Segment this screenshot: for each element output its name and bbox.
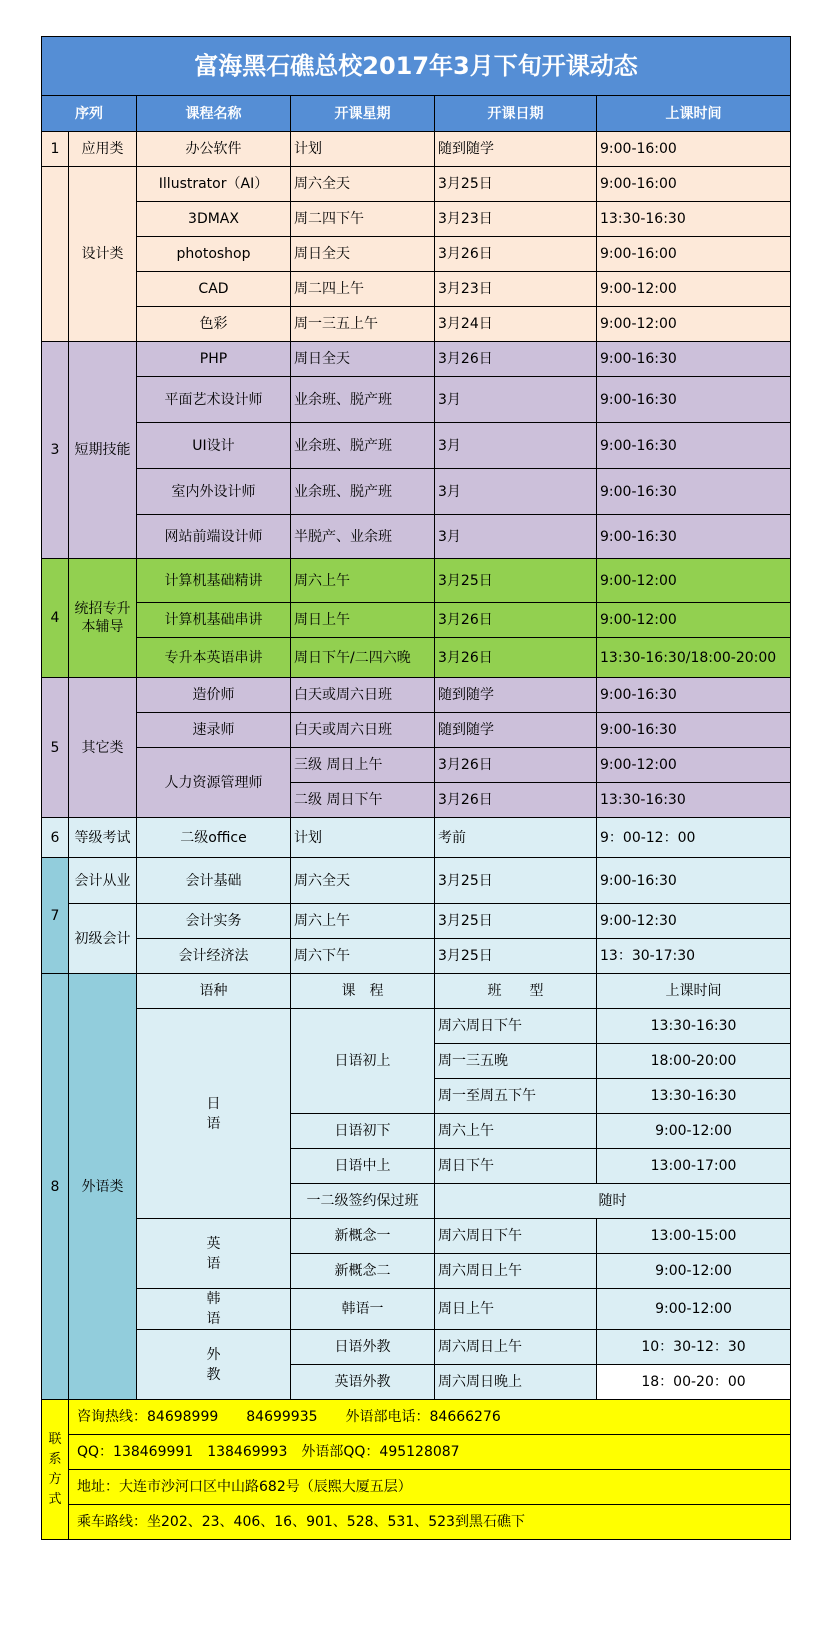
header-course-name: 课程名称 bbox=[137, 96, 291, 132]
course-name: PHP bbox=[137, 342, 291, 377]
contact-label-char: 方 bbox=[48, 1471, 62, 1487]
course-date: 3月25日 bbox=[435, 858, 597, 904]
course-weekday: 业余班、脱产班 bbox=[291, 377, 435, 423]
group-number: 4 bbox=[42, 559, 69, 678]
sub-header-course: 课 程 bbox=[291, 974, 435, 1009]
group-number bbox=[42, 167, 69, 342]
course-weekday: 三级 周日上午 bbox=[291, 748, 435, 783]
header-row bbox=[42, 96, 791, 132]
course-name: Illustrator（AI） bbox=[137, 167, 291, 202]
course-time: 9:00-12:00 bbox=[597, 1289, 791, 1330]
class-type: 周六周日晚上 bbox=[435, 1365, 597, 1400]
course-time: 9:00-16:00 bbox=[597, 237, 791, 272]
course-date: 考前 bbox=[435, 818, 597, 858]
course-name: 会计实务 bbox=[137, 904, 291, 939]
table-row bbox=[42, 603, 791, 638]
class-type: 周六周日上午 bbox=[435, 1254, 597, 1289]
course-weekday: 白天或周六日班 bbox=[291, 713, 435, 748]
course-weekday: 周日下午/二四六晚 bbox=[291, 638, 435, 678]
table-row bbox=[42, 858, 791, 904]
table-row bbox=[42, 1330, 791, 1365]
table-row bbox=[42, 469, 791, 515]
group-number: 6 bbox=[42, 818, 69, 858]
group-number: 8 bbox=[42, 974, 69, 1400]
group-number: 5 bbox=[42, 678, 69, 818]
course-weekday: 周日全天 bbox=[291, 342, 435, 377]
course-time: 9：00-12：00 bbox=[597, 818, 791, 858]
course-date: 3月 bbox=[435, 469, 597, 515]
course-time: 9:00-16:00 bbox=[597, 132, 791, 167]
sub-header-class-time: 上课时间 bbox=[597, 974, 791, 1009]
course-time: 9:00-16:30 bbox=[597, 858, 791, 904]
course-weekday: 周日全天 bbox=[291, 237, 435, 272]
course-time: 9:00-12:00 bbox=[597, 307, 791, 342]
course-name: 平面艺术设计师 bbox=[137, 377, 291, 423]
course-time: 9:00-16:30 bbox=[597, 342, 791, 377]
header-weekday: 开课星期 bbox=[291, 96, 435, 132]
header-serial: 序列 bbox=[42, 96, 137, 132]
group-category: 应用类 bbox=[69, 132, 137, 167]
table-row bbox=[42, 939, 791, 974]
course-name: 日语中上 bbox=[291, 1149, 435, 1184]
course-weekday: 周日上午 bbox=[291, 603, 435, 638]
course-time: 13:30-16:30/18:00-20:00 bbox=[597, 638, 791, 678]
table-row bbox=[42, 818, 791, 858]
course-date: 3月26日 bbox=[435, 748, 597, 783]
class-type: 周六周日下午 bbox=[435, 1219, 597, 1254]
group-category: 会计从业 bbox=[69, 858, 137, 904]
course-weekday: 周六全天 bbox=[291, 167, 435, 202]
table-row bbox=[42, 748, 791, 783]
language-char: 日 bbox=[206, 1095, 221, 1112]
table-row bbox=[42, 638, 791, 678]
course-weekday: 计划 bbox=[291, 818, 435, 858]
course-name: UI设计 bbox=[137, 423, 291, 469]
course-date: 3月24日 bbox=[435, 307, 597, 342]
language-foreign-teacher bbox=[137, 1330, 291, 1400]
course-time: 9:00-16:30 bbox=[597, 515, 791, 559]
language-char: 语 bbox=[206, 1311, 221, 1327]
course-date: 3月23日 bbox=[435, 272, 597, 307]
course-weekday: 业余班、脱产班 bbox=[291, 469, 435, 515]
course-time: 9:00-16:30 bbox=[597, 469, 791, 515]
course-time: 9:00-12:00 bbox=[597, 603, 791, 638]
course-name: 计算机基础精讲 bbox=[137, 559, 291, 603]
contact-label bbox=[42, 1400, 69, 1540]
group-category: 等级考试 bbox=[69, 818, 137, 858]
contact-row bbox=[42, 1435, 791, 1470]
course-date: 3月 bbox=[435, 423, 597, 469]
table-row bbox=[42, 904, 791, 939]
course-time: 9:00-16:30 bbox=[597, 713, 791, 748]
course-date: 3月 bbox=[435, 377, 597, 423]
table-row bbox=[42, 132, 791, 167]
group-category: 统招专升本辅导 bbox=[69, 559, 137, 678]
class-type: 随时 bbox=[435, 1184, 791, 1219]
course-weekday: 计划 bbox=[291, 132, 435, 167]
table-row bbox=[42, 1219, 791, 1254]
sub-header-language: 语种 bbox=[137, 974, 291, 1009]
course-name: 一二级签约保过班 bbox=[291, 1184, 435, 1219]
course-name: 造价师 bbox=[137, 678, 291, 713]
class-type: 周日下午 bbox=[435, 1149, 597, 1184]
contact-label-char: 式 bbox=[48, 1491, 62, 1507]
course-date: 3月26日 bbox=[435, 638, 597, 678]
language-char: 语 bbox=[206, 1115, 221, 1132]
course-weekday: 白天或周六日班 bbox=[291, 678, 435, 713]
group-number: 7 bbox=[42, 858, 69, 974]
contact-qq: QQ：138469991 138469993 外语部QQ：495128087 bbox=[69, 1435, 791, 1470]
header-class-time: 上课时间 bbox=[597, 96, 791, 132]
course-weekday: 周六上午 bbox=[291, 904, 435, 939]
course-date: 3月26日 bbox=[435, 783, 597, 818]
course-date: 3月25日 bbox=[435, 167, 597, 202]
course-name: 日语外教 bbox=[291, 1330, 435, 1365]
course-weekday: 周二四下午 bbox=[291, 202, 435, 237]
course-name: 室内外设计师 bbox=[137, 469, 291, 515]
course-date: 3月25日 bbox=[435, 939, 597, 974]
contact-hotline: 咨询热线：84698999 84699935 外语部电话：84666276 bbox=[69, 1400, 791, 1435]
table-row bbox=[42, 342, 791, 377]
course-weekday: 周六全天 bbox=[291, 858, 435, 904]
course-weekday: 业余班、脱产班 bbox=[291, 423, 435, 469]
language-japanese bbox=[137, 1009, 291, 1219]
course-time: 9:00-12:00 bbox=[597, 559, 791, 603]
table-row bbox=[42, 167, 791, 202]
table-row bbox=[42, 423, 791, 469]
table-row bbox=[42, 1009, 791, 1044]
course-name: 新概念二 bbox=[291, 1254, 435, 1289]
class-type: 周一至周五下午 bbox=[435, 1079, 597, 1114]
language-char: 韩 bbox=[206, 1291, 221, 1307]
class-type: 周日上午 bbox=[435, 1289, 597, 1330]
group-category: 设计类 bbox=[69, 167, 137, 342]
course-time: 18:00-20:00 bbox=[597, 1044, 791, 1079]
course-weekday: 半脱产、业余班 bbox=[291, 515, 435, 559]
table-row bbox=[42, 678, 791, 713]
course-weekday: 周一三五上午 bbox=[291, 307, 435, 342]
language-char: 英 bbox=[206, 1235, 221, 1252]
table-row bbox=[42, 377, 791, 423]
course-name: 会计经济法 bbox=[137, 939, 291, 974]
course-date: 3月25日 bbox=[435, 904, 597, 939]
table-row bbox=[42, 559, 791, 603]
contact-address: 地址：大连市沙河口区中山路682号（辰熙大厦五层） bbox=[69, 1470, 791, 1505]
course-time: 13:00-15:00 bbox=[597, 1219, 791, 1254]
course-date: 3月26日 bbox=[435, 603, 597, 638]
course-time: 18：00-20：00 bbox=[597, 1365, 791, 1400]
course-name: 韩语一 bbox=[291, 1289, 435, 1330]
course-name: 专升本英语串讲 bbox=[137, 638, 291, 678]
course-time: 10：30-12：30 bbox=[597, 1330, 791, 1365]
header-start-date: 开课日期 bbox=[435, 96, 597, 132]
course-time: 9:00-12:00 bbox=[597, 1114, 791, 1149]
language-korean bbox=[137, 1289, 291, 1330]
course-name: 日语初下 bbox=[291, 1114, 435, 1149]
course-time: 13:00-17:00 bbox=[597, 1149, 791, 1184]
schedule-table bbox=[41, 36, 791, 1540]
group-number: 1 bbox=[42, 132, 69, 167]
course-time: 9:00-12:00 bbox=[597, 272, 791, 307]
course-name: 色彩 bbox=[137, 307, 291, 342]
language-char: 外 bbox=[206, 1346, 221, 1363]
course-name: 3DMAX bbox=[137, 202, 291, 237]
contact-row bbox=[42, 1505, 791, 1540]
class-type: 周六周日上午 bbox=[435, 1330, 597, 1365]
course-time: 9:00-12:00 bbox=[597, 748, 791, 783]
course-name: 网站前端设计师 bbox=[137, 515, 291, 559]
course-time: 9:00-16:00 bbox=[597, 167, 791, 202]
course-weekday: 二级 周日下午 bbox=[291, 783, 435, 818]
group-number: 3 bbox=[42, 342, 69, 559]
course-time: 9:00-16:30 bbox=[597, 678, 791, 713]
course-time: 9:00-12:30 bbox=[597, 904, 791, 939]
table-row bbox=[42, 1289, 791, 1330]
course-date: 随到随学 bbox=[435, 132, 597, 167]
course-time: 13：30-17:30 bbox=[597, 939, 791, 974]
group-category: 初级会计 bbox=[69, 904, 137, 974]
class-type: 周一三五晚 bbox=[435, 1044, 597, 1079]
course-date: 3月 bbox=[435, 515, 597, 559]
table-row bbox=[42, 237, 791, 272]
contact-row bbox=[42, 1470, 791, 1505]
course-name: photoshop bbox=[137, 237, 291, 272]
course-name: 二级office bbox=[137, 818, 291, 858]
group-category: 其它类 bbox=[69, 678, 137, 818]
course-date: 3月26日 bbox=[435, 237, 597, 272]
course-name: 英语外教 bbox=[291, 1365, 435, 1400]
course-time: 9:00-16:30 bbox=[597, 377, 791, 423]
contact-label-char: 联 bbox=[48, 1431, 62, 1447]
language-english bbox=[137, 1219, 291, 1289]
course-name: 日语初上 bbox=[291, 1009, 435, 1114]
course-date: 随到随学 bbox=[435, 713, 597, 748]
course-name: 计算机基础串讲 bbox=[137, 603, 291, 638]
group-category: 短期技能 bbox=[69, 342, 137, 559]
table-row bbox=[42, 202, 791, 237]
page-title: 富海黑石礁总校2017年3月下旬开课动态 bbox=[42, 37, 791, 96]
sub-header-class-type: 班 型 bbox=[435, 974, 597, 1009]
course-name: 新概念一 bbox=[291, 1219, 435, 1254]
table-row bbox=[42, 307, 791, 342]
contact-label-char: 系 bbox=[48, 1451, 62, 1467]
language-header-row bbox=[42, 974, 791, 1009]
course-time: 13:30-16:30 bbox=[597, 202, 791, 237]
course-date: 3月23日 bbox=[435, 202, 597, 237]
contact-row bbox=[42, 1400, 791, 1435]
table-row bbox=[42, 515, 791, 559]
group-category: 外语类 bbox=[69, 974, 137, 1400]
course-date: 3月26日 bbox=[435, 342, 597, 377]
table-row bbox=[42, 713, 791, 748]
language-char: 语 bbox=[206, 1255, 221, 1272]
course-name: 人力资源管理师 bbox=[137, 748, 291, 818]
class-type: 周六周日下午 bbox=[435, 1009, 597, 1044]
course-date: 3月25日 bbox=[435, 559, 597, 603]
course-time: 13:30-16:30 bbox=[597, 1079, 791, 1114]
course-time: 13:30-16:30 bbox=[597, 783, 791, 818]
course-weekday: 周六上午 bbox=[291, 559, 435, 603]
course-name: 速录师 bbox=[137, 713, 291, 748]
course-name: 办公软件 bbox=[137, 132, 291, 167]
course-date: 随到随学 bbox=[435, 678, 597, 713]
course-name: CAD bbox=[137, 272, 291, 307]
course-time: 9:00-12:00 bbox=[597, 1254, 791, 1289]
course-time: 9:00-16:30 bbox=[597, 423, 791, 469]
course-weekday: 周二四上午 bbox=[291, 272, 435, 307]
contact-bus-route: 乘车路线：坐202、23、406、16、901、528、531、523到黑石礁下 bbox=[69, 1505, 791, 1540]
course-weekday: 周六下午 bbox=[291, 939, 435, 974]
course-time: 13:30-16:30 bbox=[597, 1009, 791, 1044]
language-char: 教 bbox=[206, 1366, 221, 1383]
table-row bbox=[42, 272, 791, 307]
course-name: 会计基础 bbox=[137, 858, 291, 904]
class-type: 周六上午 bbox=[435, 1114, 597, 1149]
